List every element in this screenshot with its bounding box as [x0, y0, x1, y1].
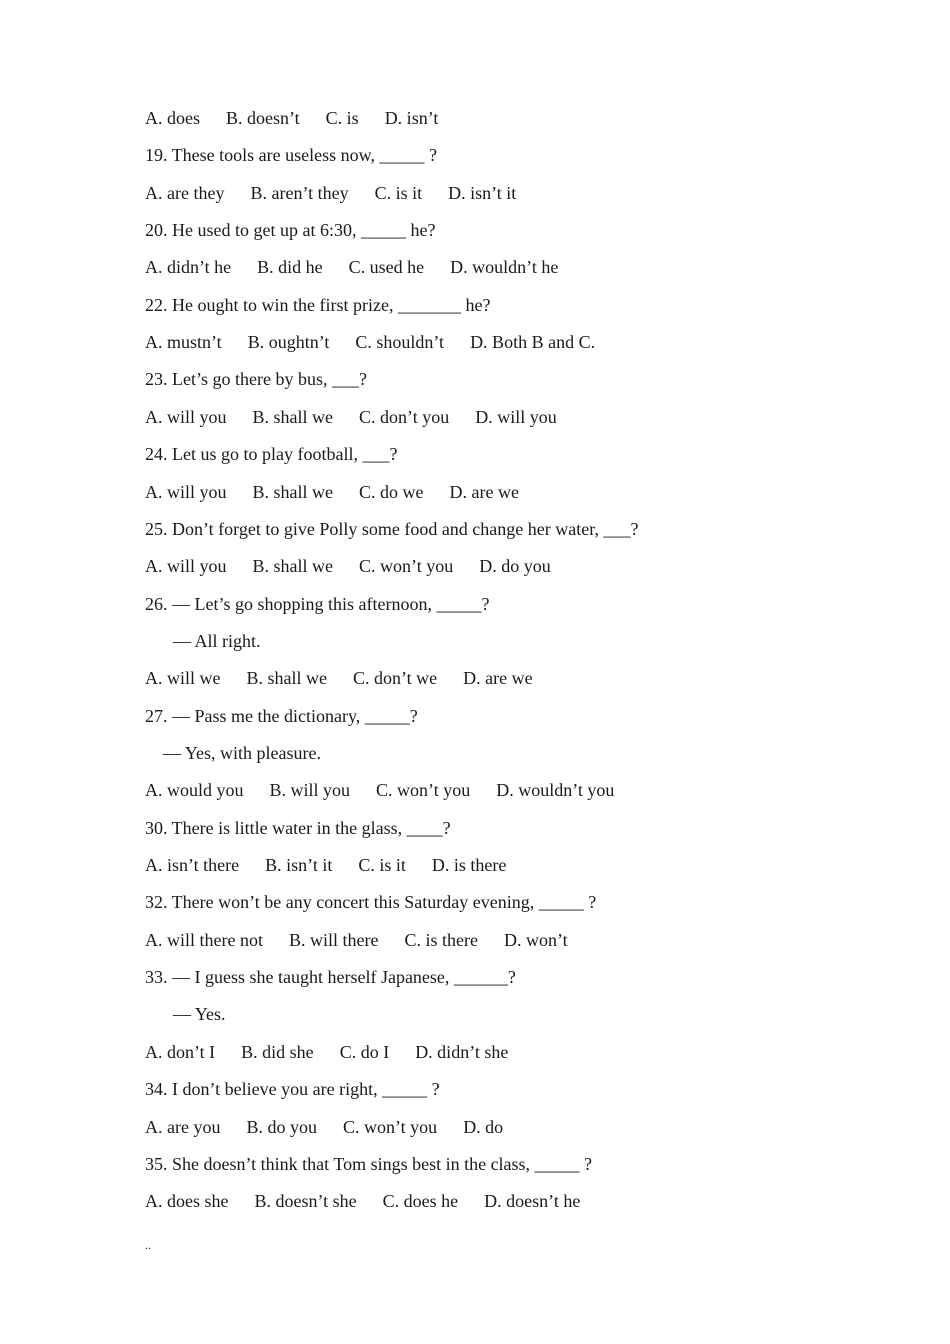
answer-option: D. are we [449, 481, 519, 502]
answer-option: C. don’t we [353, 668, 438, 689]
answer-options [145, 667, 533, 689]
answer-option: B. do you [246, 1116, 317, 1137]
answer-option: D. wouldn’t he [450, 257, 559, 278]
answer-option: D. wouldn’t you [496, 780, 615, 801]
answer-option: C. does he [382, 1191, 459, 1212]
answer-option: B. shall we [246, 668, 327, 689]
answer-option: D. isn’t [384, 108, 439, 128]
page-footer-mark: .. [145, 1238, 151, 1252]
answer-option: C. is [325, 108, 359, 128]
answer-option: C. is it [374, 182, 423, 203]
answer-option: B. did she [241, 1041, 314, 1062]
answer-options [145, 107, 438, 129]
answer-options [145, 481, 519, 503]
answer-option: A. will there not [145, 929, 263, 950]
answer-options [145, 182, 516, 204]
question-text: 22. He ought to win the first prize, _______ he? [145, 294, 491, 315]
question-text: 20. He used to get up at 6:30, _____ he? [145, 220, 436, 241]
answer-option: B. will you [269, 780, 351, 801]
answer-option: C. is it [358, 855, 406, 875]
answer-option: B. shall we [252, 481, 334, 502]
question-text: 24. Let us go to play football, ___? [145, 444, 398, 465]
answer-option: D. do you [479, 556, 551, 577]
answer-option: C. won’t you [359, 556, 454, 577]
dialogue-reply: — All right. [173, 630, 261, 651]
question-text: 30. There is little water in the glass, ____? [145, 817, 451, 838]
answer-option: B. shall we [252, 556, 334, 577]
answer-option: A. isn’t there [145, 855, 240, 875]
answer-option: A. does she [145, 1191, 229, 1212]
question-text: 23. Let’s go there by bus, ___? [145, 369, 367, 390]
answer-option: A. will we [145, 668, 221, 689]
answer-option: A. does [145, 108, 200, 128]
answer-option: B. shall we [252, 406, 334, 427]
answer-options [145, 256, 558, 278]
answer-options [145, 1116, 503, 1138]
answer-option: A. mustn’t [145, 332, 222, 353]
answer-option: C. won’t you [343, 1116, 438, 1137]
answer-option: D. will you [475, 406, 557, 427]
answer-option: C. do we [359, 481, 424, 502]
answer-option: D. didn’t she [415, 1041, 509, 1062]
answer-option: B. aren’t they [250, 182, 349, 203]
dialogue-reply: — Yes. [173, 1004, 226, 1025]
answer-option: A. would you [145, 780, 244, 801]
answer-option: D. doesn’t he [484, 1191, 581, 1212]
answer-option: D. won’t [503, 929, 568, 950]
question-text: 25. Don’t forget to give Polly some food and change her water, ___? [145, 518, 639, 539]
answer-option: D. do [463, 1116, 504, 1137]
answer-options [145, 854, 506, 876]
answer-option: B. did he [257, 257, 323, 278]
question-text: 27. — Pass me the dictionary, _____? [145, 705, 418, 726]
answer-option: B. oughtn’t [247, 332, 330, 353]
answer-option: C. used he [348, 257, 425, 278]
question-text: 34. I don’t believe you are right, _____ ? [145, 1079, 440, 1100]
answer-option: A. will you [145, 556, 227, 577]
answer-option: A. will you [145, 406, 227, 427]
answer-options [145, 1190, 580, 1212]
question-text: 26. — Let’s go shopping this afternoon, _____? [145, 593, 490, 614]
answer-option: D. is there [431, 855, 507, 875]
answer-options [145, 331, 595, 353]
answer-option: B. doesn’t [226, 108, 300, 128]
answer-options [145, 555, 551, 577]
answer-option: C. is there [404, 929, 478, 950]
answer-option: D. isn’t it [448, 182, 517, 203]
answer-options [145, 929, 568, 951]
answer-option: A. will you [145, 481, 227, 502]
answer-option: C. do I [339, 1041, 390, 1062]
answer-options [145, 1041, 508, 1063]
answer-option: A. are they [145, 182, 225, 203]
question-text: 35. She doesn’t think that Tom sings best in the class, _____ ? [145, 1153, 593, 1174]
answer-option: B. doesn’t she [254, 1191, 357, 1212]
answer-option: B. will there [288, 929, 379, 950]
answer-option: C. don’t you [359, 406, 450, 427]
answer-options [145, 406, 557, 428]
answer-option: A. don’t I [145, 1041, 216, 1062]
answer-option: D. Both B and C. [470, 332, 596, 353]
question-text: 19. These tools are useless now, _____ ? [145, 145, 437, 166]
answer-option: A. didn’t he [145, 257, 232, 278]
answer-options [145, 779, 614, 801]
answer-option: A. are you [145, 1116, 221, 1137]
question-text: 33. — I guess she taught herself Japanese, ______? [145, 967, 516, 988]
answer-option: C. shouldn’t [355, 332, 445, 353]
question-text: 32. There won’t be any concert this Saturday evening, _____ ? [145, 892, 597, 913]
answer-option: D. are we [463, 668, 533, 689]
answer-option: B. isn’t it [265, 855, 333, 875]
answer-option: C. won’t you [376, 780, 471, 801]
dialogue-reply: — Yes, with pleasure. [163, 743, 321, 763]
